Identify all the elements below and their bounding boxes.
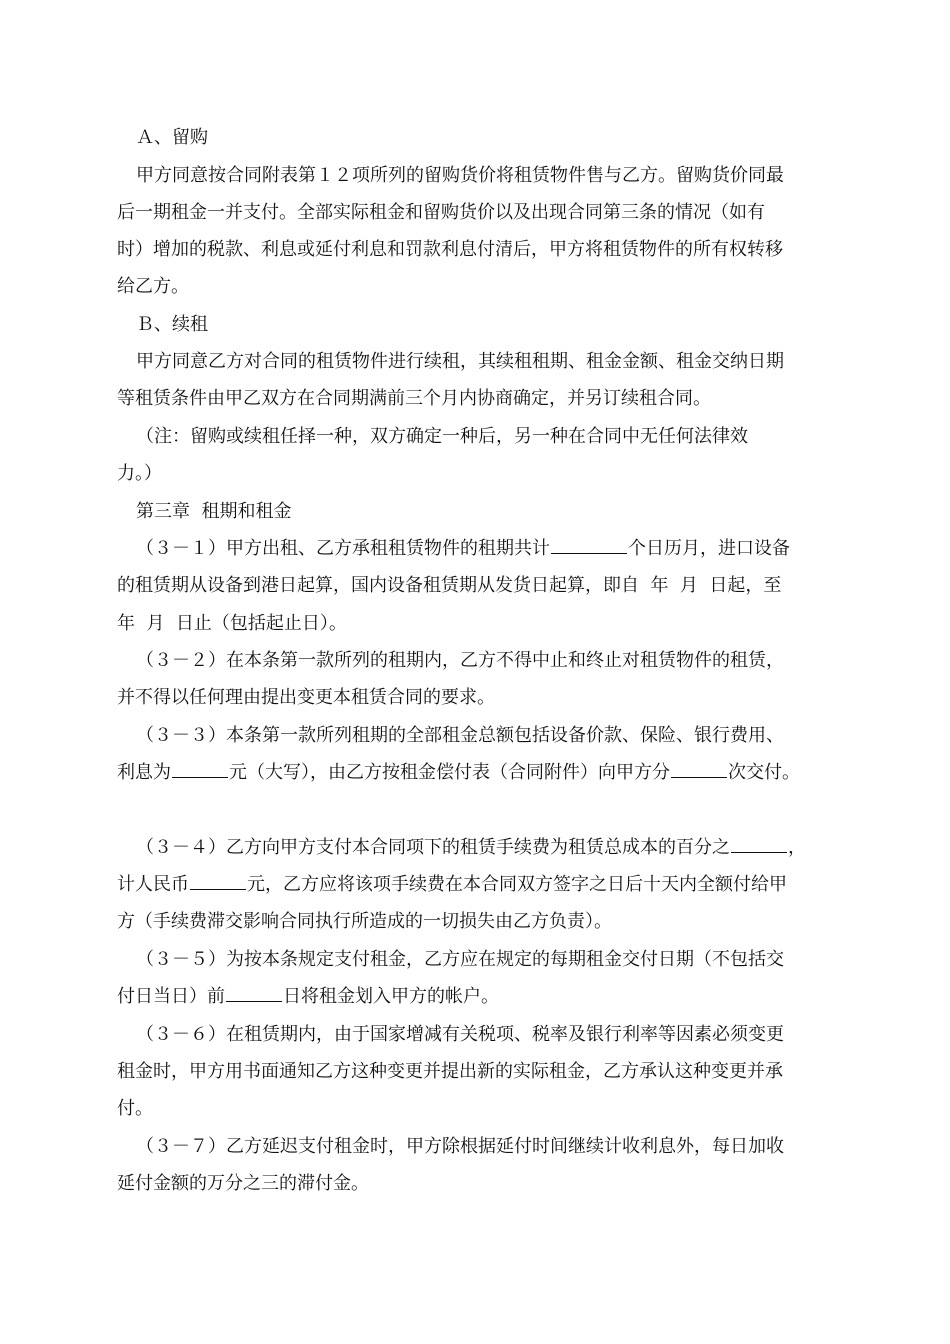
blank-field — [190, 873, 246, 890]
clause-3-2-line: 并不得以任何理由提出变更本租赁合同的要求。 — [117, 687, 495, 708]
clause-3-3-line: （３－３）本条第一款所列租期的全部租金总额包括设备价款、保险、银行费用、 — [136, 725, 784, 746]
blank-field — [551, 537, 627, 554]
clause-3-7-line: 延付金额的万分之三的滞付金。 — [117, 1173, 369, 1194]
section-b-title: Ｂ、续租 — [136, 314, 208, 335]
clause-3-4-line — [136, 836, 806, 860]
blank-field — [731, 836, 787, 853]
clause-3-6-line: 付。 — [117, 1098, 153, 1119]
blank-field — [226, 985, 282, 1002]
section-a-title: Ａ、留购 — [136, 127, 208, 148]
paragraph-line: 甲方同意按合同附表第１２项所列的留购货价将租赁物件售与乙方。留购货价同最 — [136, 165, 784, 186]
paragraph-line: 等租赁条件由甲乙双方在合同期满前三个月内协商确定，并另订续租合同。 — [117, 388, 711, 409]
paragraph-line: 甲方同意乙方对合同的租赁物件进行续租，其续租租期、租金金额、租金交纳日期 — [136, 351, 784, 372]
clause-text: 次交付。 — [728, 762, 800, 783]
clause-text: 计人民币 — [117, 874, 189, 895]
clause-text: （３－４）乙方向甲方支付本合同项下的租赁手续费为租赁总成本的百分之 — [136, 837, 730, 858]
chapter-title: 第三章 租期和租金 — [136, 501, 292, 522]
clause-3-5-line — [117, 985, 499, 1009]
clause-text: 日将租金划入甲方的帐户。 — [283, 986, 499, 1007]
clause-3-4-line — [117, 873, 787, 897]
note-line: （注：留购或续租任择一种，双方确定一种后，另一种在合同中无任何法律效 — [136, 426, 748, 447]
blank-field — [172, 761, 228, 778]
clause-3-1-line: 的租赁期从设备到港日起算，国内设备租赁期从发货日起算，即自 年 月 日起，至 — [117, 575, 782, 596]
clause-text: ， — [788, 837, 806, 858]
clause-3-6-line: （３－６）在租赁期内，由于国家增减有关税项、税率及银行利率等因素必须变更 — [136, 1024, 784, 1045]
note-line: 力。） — [117, 463, 162, 484]
clause-text: 个日历月，进口设备 — [628, 538, 790, 559]
clause-3-4-line: 方（手续费滞交影响合同执行所造成的一切损失由乙方负责）。 — [117, 911, 612, 932]
clause-3-1-line: 年 月 日止（包括起止日）。 — [117, 613, 347, 634]
clause-text: 付日当日）前 — [117, 986, 225, 1007]
clause-3-7-line: （３－７）乙方延迟支付租金时，甲方除根据延付时间继续计收利息外，每日加收 — [136, 1136, 784, 1157]
paragraph-line: 时）增加的税款、利息或延付利息和罚款利息付清后，甲方将租赁物件的所有权转移 — [117, 239, 783, 260]
clause-text: （３－１）甲方出租、乙方承租租赁物件的租期共计 — [136, 538, 550, 559]
clause-3-1-line — [136, 537, 790, 561]
clause-3-5-line: （３－５）为按本条规定支付租金，乙方应在规定的每期租金交付日期（不包括交 — [136, 949, 784, 970]
clause-3-3-line — [117, 761, 800, 785]
clause-text: 元（大写），由乙方按租金偿付表（合同附件）向甲方分 — [229, 762, 670, 783]
paragraph-line: 后一期租金一并支付。全部实际租金和留购货价以及出现合同第三条的情况（如有 — [117, 202, 765, 223]
clause-text: 利息为 — [117, 762, 171, 783]
clause-3-2-line: （３－２）在本条第一款所列的租期内，乙方不得中止和终止对租赁物件的租赁， — [136, 650, 784, 671]
clause-text: 元，乙方应将该项手续费在本合同双方签字之日后十天内全额付给甲 — [247, 874, 787, 895]
blank-field — [671, 761, 727, 778]
paragraph-line: 给乙方。 — [117, 276, 189, 297]
clause-3-6-line: 租金时，甲方用书面通知乙方这种变更并提出新的实际租金，乙方承认这种变更并承 — [117, 1061, 783, 1082]
